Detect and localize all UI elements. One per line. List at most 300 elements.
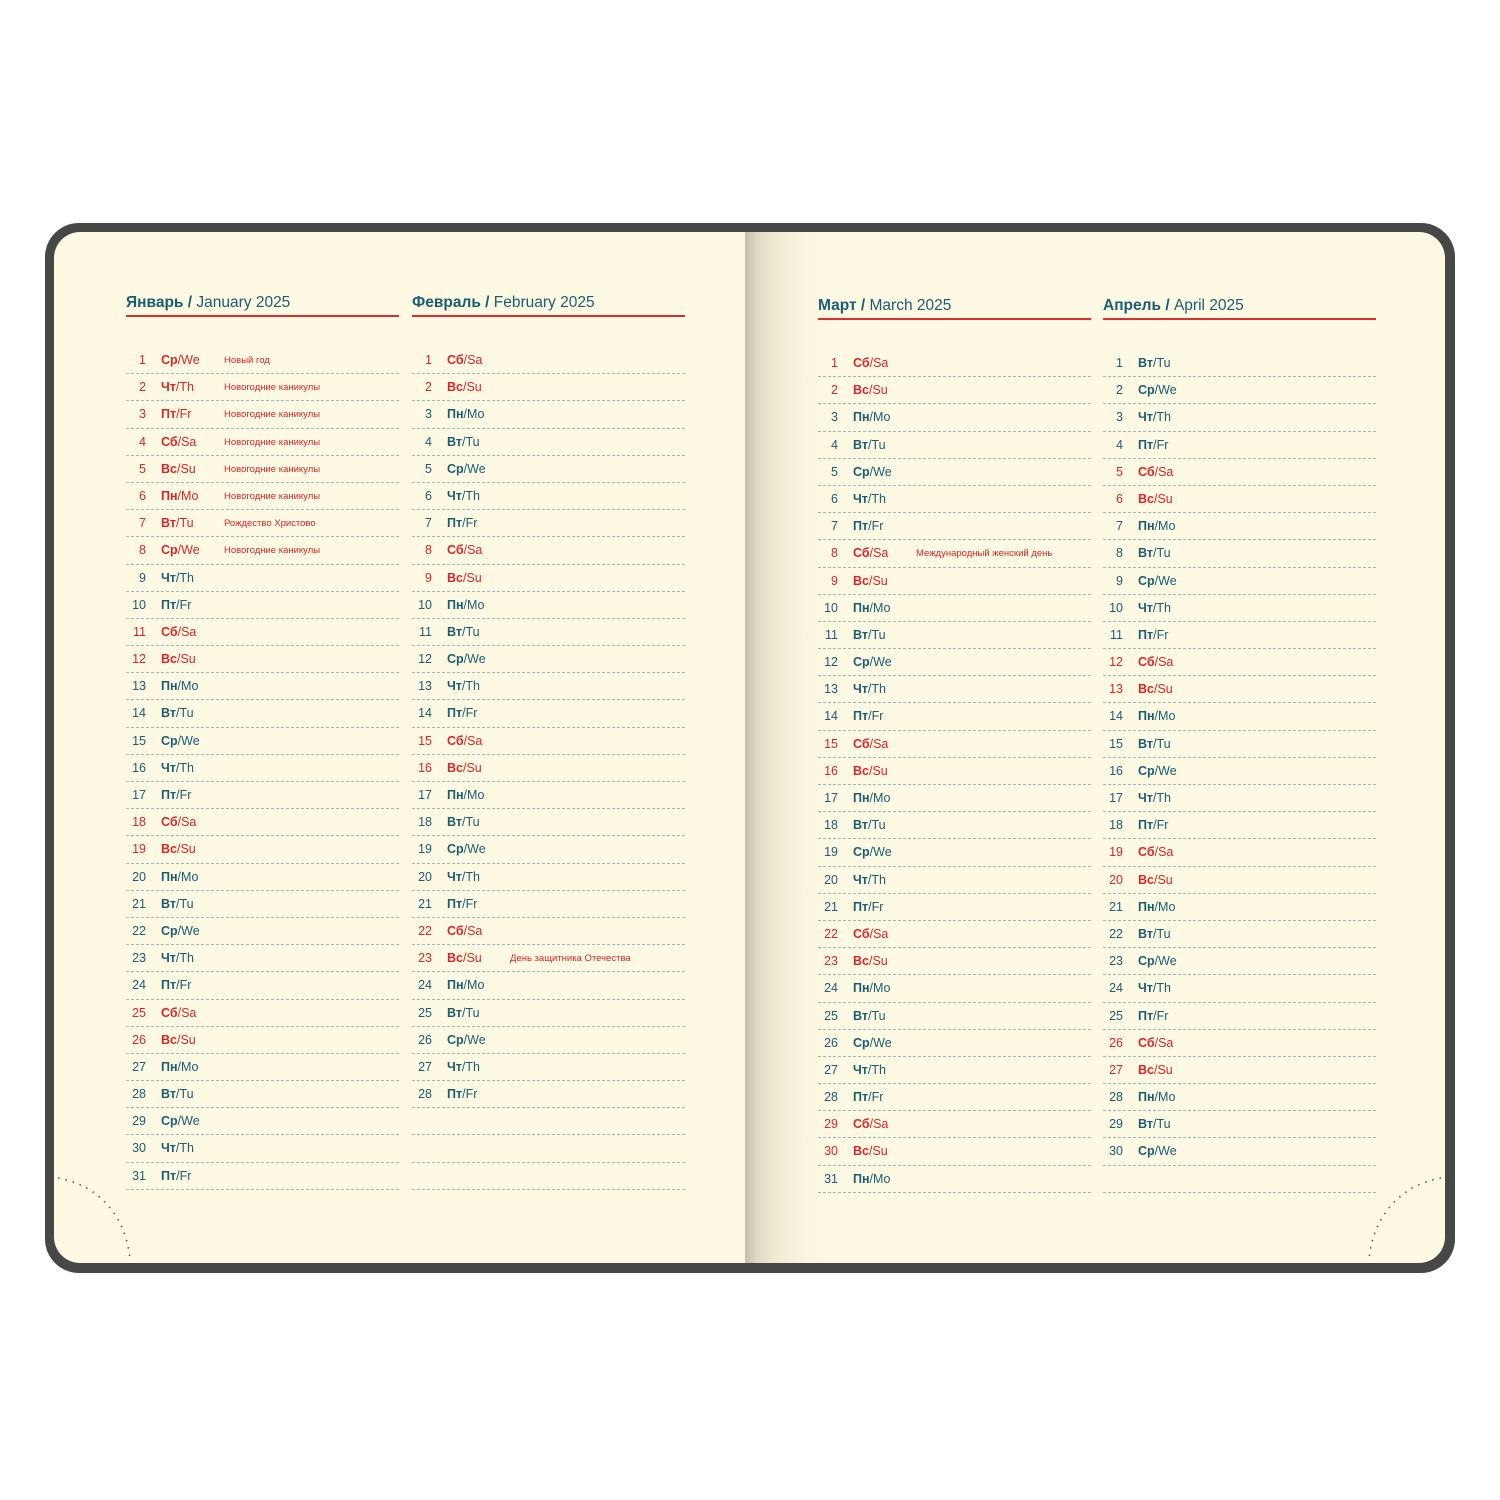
holiday-note: Новогодние каникулы xyxy=(224,490,321,502)
day-row xyxy=(818,540,1091,567)
day-number: 16 xyxy=(824,763,838,778)
day-row xyxy=(412,510,685,537)
weekday: Пт/Fr xyxy=(161,1168,192,1183)
day-number: 9 xyxy=(1116,573,1123,588)
day-number: 7 xyxy=(425,516,432,531)
weekday: Пн/Mo xyxy=(161,679,199,694)
weekday: Вс/Su xyxy=(1138,872,1173,887)
title-rule xyxy=(412,315,685,317)
holiday-note: Рождество Христово xyxy=(224,518,316,530)
day-row xyxy=(126,836,399,863)
day-row xyxy=(126,646,399,673)
weekday: Сб/Sa xyxy=(853,926,889,941)
day-row xyxy=(818,948,1091,975)
day-row xyxy=(412,809,685,836)
weekday: Сб/Sa xyxy=(447,353,483,367)
day-number: 28 xyxy=(824,1090,838,1105)
day-number: 24 xyxy=(132,978,146,993)
day-row xyxy=(1103,432,1376,459)
day-row xyxy=(818,649,1091,676)
day-row xyxy=(412,483,685,510)
day-row xyxy=(412,456,685,483)
day-number: 5 xyxy=(1116,464,1123,479)
day-list xyxy=(818,350,1091,1193)
day-number: 25 xyxy=(132,1005,146,1020)
day-number: 22 xyxy=(132,923,146,938)
weekday: Ср/We xyxy=(1138,763,1177,778)
weekday: Пн/Mo xyxy=(161,869,199,884)
weekday: Чт/Th xyxy=(853,682,886,697)
weekday: Ср/We xyxy=(447,652,486,667)
day-row xyxy=(818,377,1091,404)
day-number: 24 xyxy=(1109,981,1123,996)
day-number: 1 xyxy=(425,353,432,367)
day-row xyxy=(1103,513,1376,540)
weekday: Вс/Su xyxy=(161,842,196,857)
day-row xyxy=(1103,758,1376,785)
blank-row xyxy=(412,1163,685,1190)
day-row xyxy=(126,1027,399,1054)
day-row xyxy=(818,894,1091,921)
day-row xyxy=(818,1030,1091,1057)
day-row xyxy=(126,401,399,428)
day-row xyxy=(1103,1111,1376,1138)
day-number: 18 xyxy=(132,815,146,830)
weekday: Вт/Tu xyxy=(447,434,480,449)
weekday: Сб/Sa xyxy=(161,1005,197,1020)
day-number: 1 xyxy=(831,356,838,370)
day-row xyxy=(126,592,399,619)
weekday: Вт/Tu xyxy=(853,627,886,642)
day-row xyxy=(412,619,685,646)
day-number: 27 xyxy=(824,1062,838,1077)
weekday: Чт/Th xyxy=(447,1059,480,1074)
day-number: 3 xyxy=(1116,410,1123,425)
day-row xyxy=(412,755,685,782)
weekday: Вс/Su xyxy=(161,652,196,667)
day-row xyxy=(818,1166,1091,1193)
weekday: Пт/Fr xyxy=(447,706,478,721)
day-row xyxy=(412,1054,685,1081)
day-row xyxy=(412,972,685,999)
day-number: 8 xyxy=(139,543,146,558)
day-number: 4 xyxy=(831,437,838,452)
day-number: 11 xyxy=(1110,627,1123,642)
day-row xyxy=(818,1138,1091,1165)
holiday-note: Новогодние каникулы xyxy=(224,382,321,394)
day-row xyxy=(818,1003,1091,1030)
day-number: 18 xyxy=(824,818,838,833)
weekday: Вт/Tu xyxy=(1138,926,1171,941)
day-row xyxy=(126,673,399,700)
weekday: Пт/Fr xyxy=(447,516,478,531)
day-row xyxy=(126,1108,399,1135)
day-number: 27 xyxy=(1109,1062,1123,1077)
day-number: 4 xyxy=(139,434,146,449)
holiday-note: Международный женский день xyxy=(916,548,1053,560)
day-number: 21 xyxy=(132,896,146,911)
weekday: Сб/Sa xyxy=(161,434,197,449)
holiday-note: Новый год xyxy=(224,355,270,366)
day-number: 29 xyxy=(824,1117,838,1132)
weekday: Ср/We xyxy=(1138,1144,1177,1159)
weekday: Пн/Mo xyxy=(1138,519,1176,534)
day-number: 20 xyxy=(418,869,432,884)
weekday: Вс/Su xyxy=(853,954,888,969)
day-number: 18 xyxy=(1109,818,1123,833)
day-row xyxy=(1103,1084,1376,1111)
day-row xyxy=(1103,812,1376,839)
holiday-note: Новогодние каникулы xyxy=(224,463,321,475)
weekday: Чт/Th xyxy=(161,951,194,966)
day-row xyxy=(1103,1030,1376,1057)
day-number: 19 xyxy=(824,845,838,860)
day-number: 10 xyxy=(824,600,838,615)
weekday: Пт/Fr xyxy=(161,407,192,422)
weekday: Чт/Th xyxy=(853,491,886,506)
day-number: 31 xyxy=(824,1171,838,1186)
day-row xyxy=(126,510,399,537)
day-number: 3 xyxy=(139,407,146,422)
day-number: 27 xyxy=(132,1059,146,1074)
weekday: Сб/Sa xyxy=(1138,464,1174,479)
weekday: Ср/We xyxy=(1138,954,1177,969)
month-title: Март / March 2025 xyxy=(818,297,952,314)
weekday: Вт/Tu xyxy=(161,896,194,911)
day-number: 23 xyxy=(1109,954,1123,969)
day-number: 23 xyxy=(418,951,432,966)
weekday: Ср/We xyxy=(161,733,200,748)
day-row xyxy=(818,486,1091,513)
day-number: 13 xyxy=(418,679,432,694)
day-number: 19 xyxy=(132,842,146,857)
day-row xyxy=(818,432,1091,459)
day-list xyxy=(126,347,399,1190)
holiday-note: День защитника Отечества xyxy=(510,953,631,965)
weekday: Пт/Fr xyxy=(161,788,192,802)
weekday: Ср/We xyxy=(447,1032,486,1047)
weekday: Пн/Mo xyxy=(1138,709,1176,724)
day-number: 8 xyxy=(831,546,838,561)
day-number: 22 xyxy=(824,926,838,941)
day-row xyxy=(818,1084,1091,1111)
weekday: Сб/Sa xyxy=(161,624,197,639)
day-number: 7 xyxy=(831,519,838,534)
holiday-note: Новогодние каникулы xyxy=(224,409,321,421)
day-row xyxy=(412,429,685,456)
day-number: 14 xyxy=(1109,709,1123,724)
day-row xyxy=(126,565,399,592)
day-row xyxy=(126,619,399,646)
day-row xyxy=(1103,1003,1376,1030)
blank-row xyxy=(412,1108,685,1135)
day-number: 10 xyxy=(1109,600,1123,615)
day-row xyxy=(818,404,1091,431)
weekday: Вс/Su xyxy=(1138,1062,1173,1077)
day-row xyxy=(818,839,1091,866)
day-row xyxy=(818,921,1091,948)
day-number: 28 xyxy=(418,1087,432,1102)
day-row xyxy=(1103,540,1376,567)
day-row xyxy=(126,945,399,972)
weekday: Вс/Su xyxy=(853,1144,888,1159)
day-row xyxy=(818,731,1091,758)
weekday: Пт/Fr xyxy=(161,978,192,993)
day-row xyxy=(1103,649,1376,676)
weekday: Вт/Tu xyxy=(1138,736,1171,751)
day-number: 21 xyxy=(824,899,838,914)
weekday: Вс/Su xyxy=(447,380,482,395)
day-row xyxy=(412,565,685,592)
day-number: 6 xyxy=(1116,491,1123,506)
weekday: Чт/Th xyxy=(1138,981,1171,996)
day-row xyxy=(818,568,1091,595)
day-row xyxy=(1103,486,1376,513)
day-number: 9 xyxy=(139,570,146,585)
day-number: 25 xyxy=(824,1008,838,1023)
weekday: Ср/We xyxy=(853,845,892,860)
weekday: Вт/Tu xyxy=(853,1008,886,1023)
day-number: 26 xyxy=(824,1035,838,1050)
day-row xyxy=(126,700,399,727)
day-number: 11 xyxy=(419,624,432,639)
day-number: 11 xyxy=(825,627,838,642)
day-row xyxy=(1103,867,1376,894)
day-row xyxy=(818,1057,1091,1084)
day-number: 22 xyxy=(418,923,432,938)
day-number: 9 xyxy=(831,573,838,588)
weekday: Ср/We xyxy=(447,842,486,857)
day-row xyxy=(412,836,685,863)
day-number: 26 xyxy=(132,1032,146,1047)
weekday: Ср/We xyxy=(161,543,200,558)
day-number: 16 xyxy=(132,760,146,775)
day-row xyxy=(126,728,399,755)
weekday: Пт/Fr xyxy=(447,896,478,911)
weekday: Чт/Th xyxy=(1138,600,1171,615)
weekday: Вт/Tu xyxy=(161,706,194,721)
day-row xyxy=(126,1163,399,1190)
day-number: 13 xyxy=(132,679,146,694)
day-row xyxy=(126,1000,399,1027)
month-title: Январь / January 2025 xyxy=(126,294,291,311)
day-row xyxy=(818,459,1091,486)
day-number: 5 xyxy=(831,464,838,479)
day-number: 24 xyxy=(824,981,838,996)
day-number: 21 xyxy=(418,896,432,911)
day-row xyxy=(818,703,1091,730)
weekday: Пн/Mo xyxy=(853,981,891,996)
day-number: 25 xyxy=(1109,1008,1123,1023)
day-row xyxy=(412,374,685,401)
weekday: Пн/Mo xyxy=(447,407,485,422)
weekday: Сб/Sa xyxy=(853,356,889,370)
holiday-note: Новогодние каникулы xyxy=(224,436,321,448)
weekday: Сб/Sa xyxy=(161,815,197,830)
weekday: Ср/We xyxy=(853,655,892,670)
day-number: 22 xyxy=(1109,926,1123,941)
weekday: Пн/Mo xyxy=(161,488,199,503)
day-number: 14 xyxy=(824,709,838,724)
weekday: Вс/Su xyxy=(447,951,482,966)
weekday: Пт/Fr xyxy=(1138,1008,1169,1023)
weekday: Сб/Sa xyxy=(853,736,889,751)
day-number: 20 xyxy=(824,872,838,887)
day-number: 1 xyxy=(1116,356,1123,370)
weekday: Вт/Tu xyxy=(161,516,194,531)
day-row xyxy=(126,864,399,891)
day-row xyxy=(818,350,1091,377)
weekday: Чт/Th xyxy=(161,1141,194,1156)
day-row xyxy=(1103,948,1376,975)
weekday: Пн/Mo xyxy=(853,1171,891,1186)
day-number: 8 xyxy=(1116,546,1123,561)
weekday: Сб/Sa xyxy=(1138,845,1174,860)
day-number: 21 xyxy=(1109,899,1123,914)
weekday: Сб/Sa xyxy=(853,1117,889,1132)
weekday: Чт/Th xyxy=(161,760,194,775)
day-row xyxy=(412,347,685,374)
holiday-note: Новогодние каникулы xyxy=(224,545,321,557)
day-number: 28 xyxy=(1109,1090,1123,1105)
day-number: 2 xyxy=(831,383,838,398)
day-number: 29 xyxy=(132,1114,146,1129)
weekday: Ср/We xyxy=(161,923,200,938)
weekday: Пн/Mo xyxy=(853,791,891,805)
weekday: Ср/We xyxy=(447,461,486,476)
day-row xyxy=(1103,839,1376,866)
weekday: Пт/Fr xyxy=(447,1087,478,1102)
weekday: Чт/Th xyxy=(447,869,480,884)
day-list xyxy=(1103,350,1376,1193)
day-number: 3 xyxy=(831,410,838,425)
day-number: 30 xyxy=(1109,1144,1123,1159)
day-number: 29 xyxy=(1109,1117,1123,1132)
weekday: Вс/Su xyxy=(853,763,888,778)
day-row xyxy=(1103,595,1376,622)
day-number: 5 xyxy=(139,461,146,476)
day-number: 20 xyxy=(1109,872,1123,887)
day-number: 2 xyxy=(425,380,432,395)
weekday: Ср/We xyxy=(1138,383,1177,398)
weekday: Вт/Tu xyxy=(853,437,886,452)
day-row xyxy=(1103,921,1376,948)
day-number: 6 xyxy=(831,491,838,506)
weekday: Пн/Mo xyxy=(161,1059,199,1074)
day-number: 14 xyxy=(132,706,146,721)
day-number: 17 xyxy=(1109,791,1123,805)
month-title: Апрель / April 2025 xyxy=(1103,297,1244,314)
day-row xyxy=(1103,350,1376,377)
day-number: 5 xyxy=(425,461,432,476)
day-row xyxy=(818,622,1091,649)
day-row xyxy=(1103,459,1376,486)
day-row xyxy=(126,782,399,809)
day-number: 23 xyxy=(824,954,838,969)
weekday: Чт/Th xyxy=(161,570,194,585)
day-number: 7 xyxy=(1116,519,1123,534)
day-row xyxy=(126,918,399,945)
weekday: Вт/Tu xyxy=(853,818,886,833)
day-row xyxy=(818,975,1091,1002)
day-row xyxy=(1103,622,1376,649)
title-rule xyxy=(126,315,399,317)
weekday: Пн/Mo xyxy=(853,600,891,615)
day-number: 30 xyxy=(824,1144,838,1159)
blank-row xyxy=(412,1135,685,1162)
day-number: 19 xyxy=(418,842,432,857)
weekday: Вт/Tu xyxy=(447,624,480,639)
day-number: 27 xyxy=(418,1059,432,1074)
day-number: 25 xyxy=(418,1005,432,1020)
day-row xyxy=(818,595,1091,622)
day-row xyxy=(818,513,1091,540)
day-row xyxy=(1103,1057,1376,1084)
day-number: 12 xyxy=(132,652,146,667)
day-number: 11 xyxy=(133,624,146,639)
day-row xyxy=(412,1027,685,1054)
day-number: 8 xyxy=(425,543,432,558)
day-number: 12 xyxy=(418,652,432,667)
day-row xyxy=(818,1111,1091,1138)
day-row xyxy=(1103,676,1376,703)
day-row xyxy=(1103,975,1376,1002)
weekday: Ср/We xyxy=(853,464,892,479)
day-number: 1 xyxy=(139,353,146,367)
weekday: Чт/Th xyxy=(1138,791,1171,805)
weekday: Вс/Su xyxy=(853,383,888,398)
weekday: Ср/We xyxy=(1138,573,1177,588)
day-row xyxy=(412,592,685,619)
weekday: Ср/We xyxy=(161,1114,200,1129)
day-row xyxy=(818,758,1091,785)
day-row xyxy=(412,945,685,972)
weekday: Вт/Tu xyxy=(161,1087,194,1102)
weekday: Пн/Mo xyxy=(447,978,485,993)
day-row xyxy=(126,456,399,483)
weekday: Пн/Mo xyxy=(447,788,485,802)
day-row xyxy=(126,891,399,918)
weekday: Чт/Th xyxy=(1138,410,1171,425)
day-row xyxy=(818,676,1091,703)
day-number: 23 xyxy=(132,951,146,966)
blank-row xyxy=(1103,1166,1376,1193)
day-row xyxy=(126,347,399,374)
day-number: 26 xyxy=(418,1032,432,1047)
weekday: Вт/Tu xyxy=(447,1005,480,1020)
day-number: 19 xyxy=(1109,845,1123,860)
day-row xyxy=(1103,703,1376,730)
weekday: Вт/Tu xyxy=(1138,546,1171,561)
day-row xyxy=(412,1000,685,1027)
day-row xyxy=(1103,568,1376,595)
day-number: 16 xyxy=(1109,763,1123,778)
day-number: 15 xyxy=(132,733,146,748)
day-number: 9 xyxy=(425,570,432,585)
title-rule xyxy=(1103,318,1376,320)
weekday: Пн/Mo xyxy=(1138,1090,1176,1105)
day-number: 18 xyxy=(418,815,432,830)
day-row xyxy=(126,483,399,510)
day-number: 20 xyxy=(132,869,146,884)
day-row xyxy=(412,646,685,673)
day-row xyxy=(1103,377,1376,404)
weekday: Сб/Sa xyxy=(447,543,483,558)
day-row xyxy=(412,918,685,945)
weekday: Вт/Tu xyxy=(447,815,480,830)
day-number: 17 xyxy=(132,788,146,802)
day-row xyxy=(412,728,685,755)
